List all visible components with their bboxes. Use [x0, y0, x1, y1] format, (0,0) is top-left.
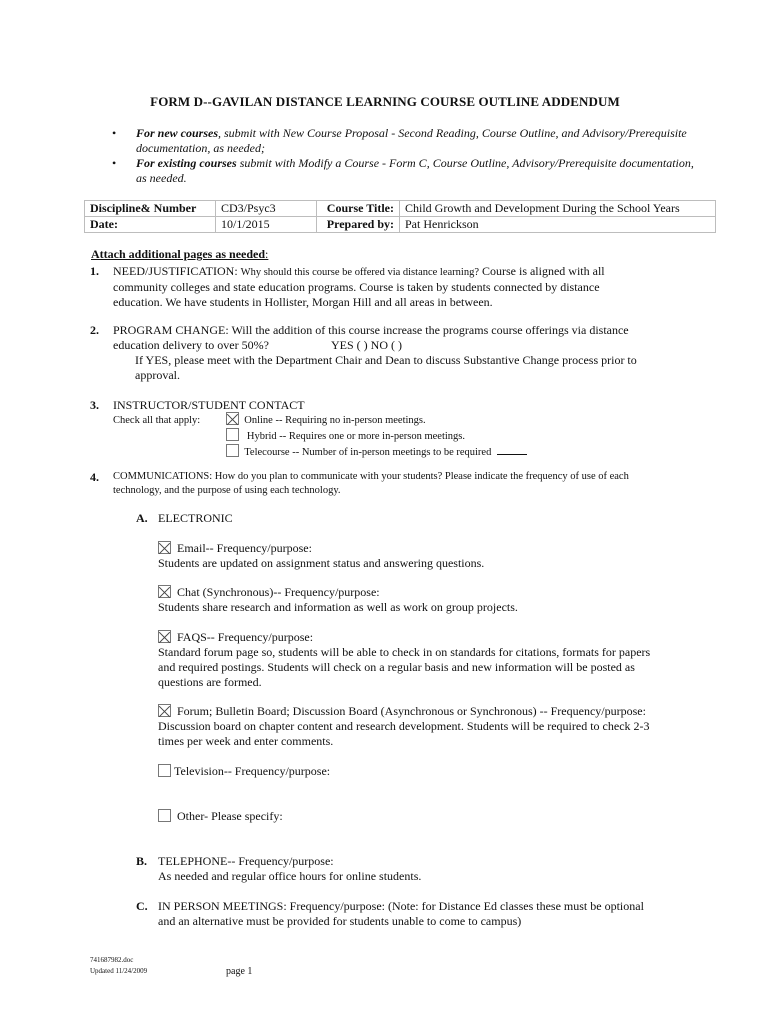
program-change-line-2: education delivery to over 50%?	[113, 338, 269, 352]
instructions-list	[112, 126, 702, 186]
discipline-label: Discipline& Number	[85, 201, 216, 217]
instruction-text: , submit with New Course Proposal - Second Reading, Course Outline, and Advisory/Prerequisite documentation, as needed;	[136, 126, 687, 155]
program-change-line-1: PROGRAM CHANGE: Will the addition of this course increase the programs course offerings via distance	[113, 323, 629, 337]
table-row	[85, 217, 716, 233]
instruction-text: submit with Modify a Course - Form C, Course Outline, Advisory/Prerequisite documentation, as needed.	[136, 156, 694, 185]
footer-page-number: page 1	[226, 966, 253, 977]
other-option[interactable]	[158, 809, 283, 824]
course-title-label: Course Title:	[317, 201, 400, 217]
contact-option-online[interactable]	[226, 412, 527, 428]
communications-line-2: technology, and the purpose of using each technology.	[113, 485, 341, 496]
contact-options	[226, 412, 527, 460]
option-label: FAQS-- Frequency/purpose:	[177, 630, 314, 644]
subsection-c-in-person	[158, 899, 718, 929]
instruction-existing-courses	[112, 156, 702, 186]
television-option[interactable]	[158, 764, 330, 779]
bullet-icon: •	[112, 156, 117, 170]
prepared-by-label: Prepared by:	[317, 217, 400, 233]
electronic-forum	[158, 704, 698, 749]
hybrid-checkbox[interactable]	[226, 428, 239, 441]
option-label: Online -- Requiring no in-person meetings.	[244, 415, 426, 426]
chat-purpose: Students share research and information as well as work on group projects.	[158, 600, 518, 614]
course-title-value: Child Growth and Development During the School Years	[400, 201, 716, 217]
option-label: Other- Please specify:	[177, 809, 283, 823]
check-all-label: Check all that apply:	[113, 415, 201, 426]
forum-purpose-line: Discussion board on chapter content and research development. Students will be required to check 2-3	[158, 719, 650, 733]
communications-line-1: COMMUNICATIONS: How do you plan to communicate with your students? Please indicate the frequency of use of each	[113, 471, 629, 482]
option-label: Chat (Synchronous)-- Frequency/purpose:	[177, 585, 380, 599]
option-label: Email-- Frequency/purpose:	[177, 541, 312, 555]
need-question: Why should this course be offered via distance learning?	[240, 267, 479, 278]
email-option[interactable]	[158, 541, 484, 556]
attach-colon: :	[265, 247, 269, 261]
faqs-purpose-line: questions are formed.	[158, 675, 262, 689]
in-person-note: and an alternative must be provided for students unable to come to campus)	[158, 914, 522, 928]
table-row	[85, 201, 716, 217]
option-label: Television-- Frequency/purpose:	[174, 764, 331, 778]
subsection-a-letter: A.	[136, 511, 148, 525]
other-checkbox[interactable]	[158, 809, 171, 822]
program-change-line-3: If YES, please meet with the Department Chair and Dean to discuss Substantive Change process prior to	[135, 353, 637, 367]
section-3-heading: INSTRUCTOR/STUDENT CONTACT	[113, 398, 305, 412]
contact-option-telecourse[interactable]	[226, 444, 527, 460]
option-label: Hybrid -- Requires one or more in-person meetings.	[246, 431, 465, 442]
faqs-checkbox[interactable]	[158, 630, 171, 643]
instruction-lead: For existing courses	[136, 156, 237, 170]
course-info-table	[84, 200, 716, 233]
chat-checkbox[interactable]	[158, 585, 171, 598]
program-change-line-4: approval.	[135, 368, 180, 382]
section-3-number: 3.	[90, 398, 99, 412]
in-person-heading: IN PERSON MEETINGS: Frequency/purpose: (Note: for Distance Ed classes these must be optional	[158, 899, 644, 913]
form-title: FORM D--GAVILAN DISTANCE LEARNING COURSE OUTLINE ADDENDUM	[150, 94, 620, 109]
contact-option-hybrid[interactable]	[226, 428, 527, 444]
faqs-purpose-line: and required postings. Students will check on a regular basis and new information will be posted as	[158, 660, 635, 674]
email-checkbox[interactable]	[158, 541, 171, 554]
electronic-faqs	[158, 630, 698, 690]
prepared-by-value: Pat Henrickson	[400, 217, 716, 233]
television-checkbox[interactable]	[158, 764, 171, 777]
faqs-option[interactable]	[158, 630, 698, 645]
telephone-heading: TELEPHONE-- Frequency/purpose:	[158, 854, 334, 868]
section-2-number: 2.	[90, 323, 99, 337]
footer-updated: Updated 11/24/2009	[90, 967, 148, 975]
instruction-lead: For new courses	[136, 126, 219, 140]
section-4-number: 4.	[90, 470, 99, 484]
forum-purpose-line: times per week and enter comments.	[158, 734, 334, 748]
forum-checkbox[interactable]	[158, 704, 171, 717]
telecourse-checkbox[interactable]	[226, 444, 239, 457]
meetings-count-blank[interactable]	[497, 444, 527, 455]
subsection-c-letter: C.	[136, 899, 148, 913]
need-answer-line-2: community colleges and state education programs. Course is taken by students connected by distance	[113, 280, 600, 294]
subsection-b-letter: B.	[136, 854, 148, 868]
need-answer-line-1: Course is aligned with all	[481, 264, 605, 278]
discipline-value: CD3/Psyc3	[216, 201, 317, 217]
section-2-program-change	[113, 323, 713, 383]
need-answer-line-3: education. We have students in Hollister, Morgan Hill and all areas in between.	[113, 295, 493, 309]
chat-option[interactable]	[158, 585, 518, 600]
yes-no-options: YES ( ) NO ( )	[331, 338, 402, 352]
instruction-new-courses	[112, 126, 702, 156]
telephone-purpose: As needed and regular office hours for online students.	[158, 869, 422, 883]
attach-pages-note	[91, 247, 268, 262]
date-value: 10/1/2015	[216, 217, 317, 233]
bullet-icon: •	[112, 126, 117, 140]
need-heading: NEED/JUSTIFICATION:	[113, 264, 238, 278]
electronic-email	[158, 541, 484, 571]
footer-doc-name: 741687982.doc	[90, 956, 134, 964]
online-checkbox[interactable]	[226, 412, 239, 425]
section-1-number: 1.	[90, 264, 99, 278]
date-label: Date:	[85, 217, 216, 233]
subsection-b-telephone	[158, 854, 421, 884]
section-4-communications	[113, 470, 713, 498]
attach-text: Attach additional pages as needed	[91, 247, 266, 261]
faqs-purpose-line: Standard forum page so, students will be able to check in on standards for citations, formats for papers	[158, 645, 651, 659]
subsection-a-heading: ELECTRONIC	[158, 511, 233, 525]
option-label: Forum; Bulletin Board; Discussion Board (Asynchronous or Synchronous) -- Frequency/purpose:	[177, 704, 646, 718]
section-1-need	[113, 264, 693, 310]
option-label: Telecourse -- Number of in-person meetings to be required	[244, 447, 492, 458]
forum-option[interactable]	[158, 704, 698, 719]
email-purpose: Students are updated on assignment status and answering questions.	[158, 556, 485, 570]
electronic-chat	[158, 585, 518, 615]
